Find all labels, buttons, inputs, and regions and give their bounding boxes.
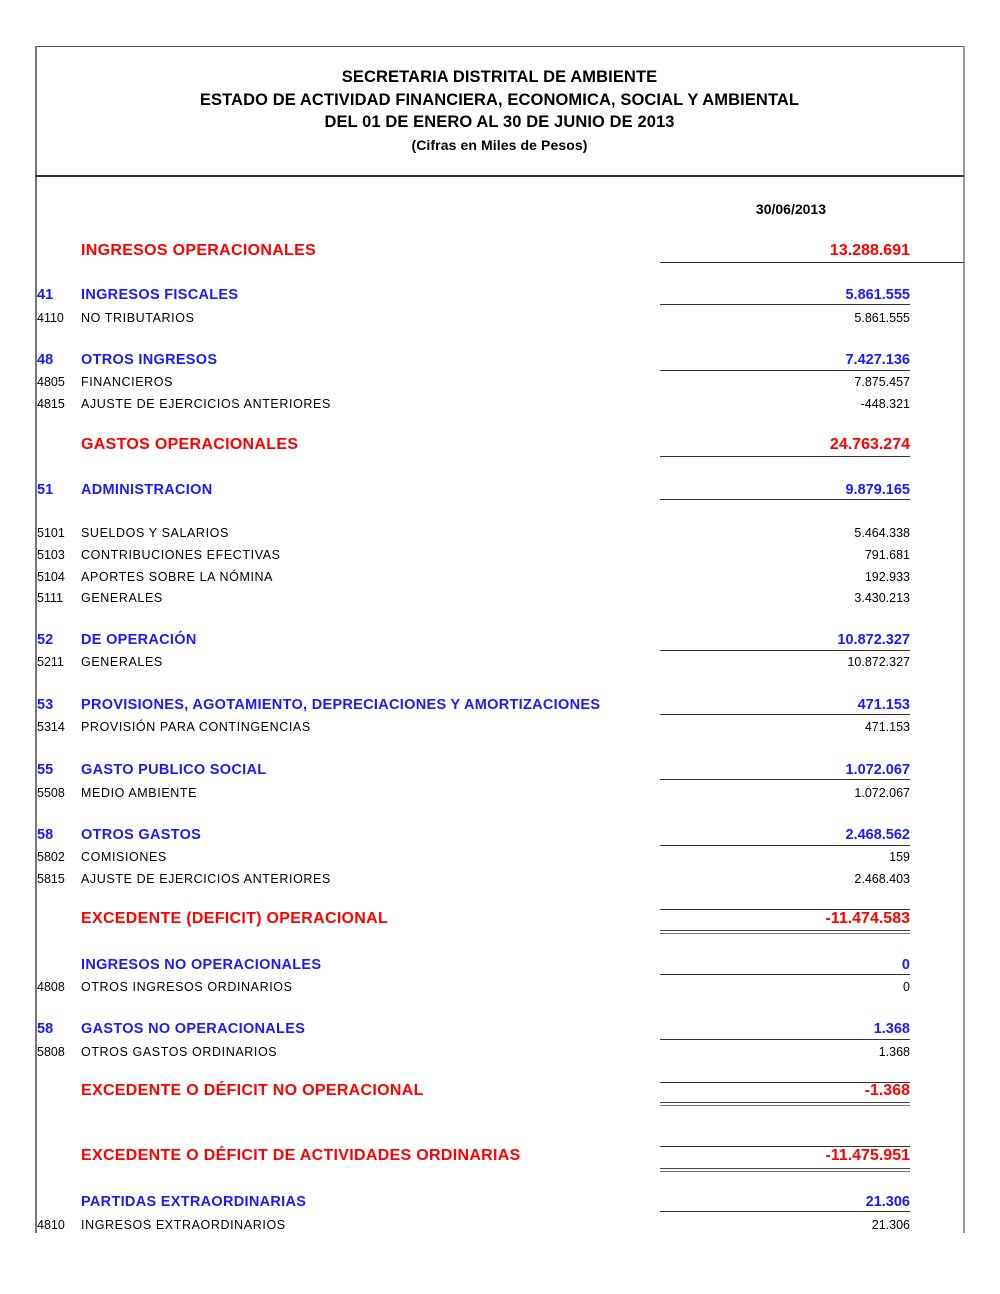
double-underline <box>660 930 910 934</box>
row-code: 4805 <box>37 375 65 389</box>
row-value: -448.321 <box>860 397 910 411</box>
row-label: EXCEDENTE O DÉFICIT NO OPERACIONAL <box>81 1082 424 1099</box>
row-code: 58 <box>37 827 54 843</box>
row-4808 <box>37 977 910 997</box>
row-4810 <box>37 1215 910 1235</box>
underline <box>660 499 910 500</box>
row-label: OTROS GASTOS ORDINARIOS <box>81 1045 278 1059</box>
row-code: 4815 <box>37 397 65 411</box>
row-label: FINANCIEROS <box>81 375 174 389</box>
header-divider <box>35 175 964 177</box>
row-label: INGRESOS NO OPERACIONALES <box>81 957 322 973</box>
row-value: 21.306 <box>871 1218 910 1232</box>
underline <box>660 262 964 263</box>
row-53 <box>37 695 910 715</box>
underline <box>660 370 910 371</box>
underline <box>660 845 910 846</box>
row-label: GASTO PUBLICO SOCIAL <box>81 762 267 778</box>
row-label: GASTOS OPERACIONALES <box>81 436 299 453</box>
row-label: AJUSTE DE EJERCICIOS ANTERIORES <box>81 397 331 411</box>
frame-right-border <box>963 46 965 1233</box>
row-value: 1.368 <box>878 1045 910 1059</box>
row-4815 <box>37 394 910 414</box>
row-label: OTROS INGRESOS <box>81 352 218 368</box>
row-label: ADMINISTRACION <box>81 482 213 498</box>
report-period: DEL 01 DE ENERO AL 30 DE JUNIO DE 2013 <box>324 113 675 131</box>
row-code: 5802 <box>37 850 65 864</box>
row-58-gastos-no-operacionales <box>37 1019 910 1039</box>
row-code: 5111 <box>37 591 63 605</box>
row-5508 <box>37 783 910 803</box>
row-value: 1.368 <box>873 1021 910 1037</box>
row-code: 41 <box>37 287 54 303</box>
row-4110 <box>37 308 910 328</box>
row-value: 24.763.274 <box>829 436 910 453</box>
row-value: 791.681 <box>864 548 910 562</box>
row-label: INGRESOS OPERACIONALES <box>81 242 317 259</box>
column-date-header: 30/06/2013 <box>755 201 826 217</box>
row-label: INGRESOS EXTRAORDINARIOS <box>81 1218 286 1232</box>
row-code: 5508 <box>37 786 65 800</box>
row-label: APORTES SOBRE LA NÓMINA <box>81 570 274 584</box>
row-value: 13.288.691 <box>829 242 910 259</box>
row-5802 <box>37 847 910 867</box>
row-value: 5.464.338 <box>854 526 910 540</box>
row-5808 <box>37 1042 910 1062</box>
row-value: 5.861.555 <box>845 287 910 303</box>
row-label: PARTIDAS EXTRAORDINARIAS <box>81 1194 307 1210</box>
row-5815 <box>37 869 910 889</box>
row-label: GASTOS NO OPERACIONALES <box>81 1021 306 1037</box>
row-value: -1.368 <box>864 1082 910 1099</box>
row-value: 1.072.067 <box>854 786 910 800</box>
row-label: OTROS INGRESOS ORDINARIOS <box>81 980 293 994</box>
row-label: GENERALES <box>81 655 163 669</box>
row-code: 4810 <box>37 1218 65 1232</box>
row-58 <box>37 825 910 845</box>
row-code: 5808 <box>37 1045 65 1059</box>
row-code: 52 <box>37 632 54 648</box>
underline <box>660 456 910 457</box>
row-value: 10.872.327 <box>847 655 910 669</box>
row-label: PROVISIÓN PARA CONTINGENCIAS <box>81 720 311 734</box>
row-48 <box>37 350 910 370</box>
row-label: AJUSTE DE EJERCICIOS ANTERIORES <box>81 872 331 886</box>
row-ingresos-no-operacionales <box>37 955 910 975</box>
row-value: 21.306 <box>865 1194 910 1210</box>
underline <box>660 650 910 651</box>
row-value: 192.933 <box>864 570 910 584</box>
row-code: 5211 <box>37 655 64 669</box>
row-4805 <box>37 372 910 392</box>
row-51 <box>37 480 910 500</box>
row-code: 4110 <box>37 311 64 325</box>
row-value: 0 <box>901 957 910 973</box>
entity-name: SECRETARIA DISTRITAL DE AMBIENTE <box>341 68 658 86</box>
row-code: 55 <box>37 762 54 778</box>
row-label: OTROS GASTOS <box>81 827 202 843</box>
row-5103 <box>37 545 910 565</box>
row-5104 <box>37 567 910 587</box>
frame-top-border <box>35 46 964 47</box>
row-code: 5815 <box>37 872 65 886</box>
underline <box>660 714 910 715</box>
row-code: 4808 <box>37 980 65 994</box>
row-partidas-extraordinarias <box>37 1192 910 1212</box>
row-value: 3.430.213 <box>854 591 910 605</box>
row-value: 5.861.555 <box>854 311 910 325</box>
row-value: 471.153 <box>864 720 910 734</box>
row-ingresos-operacionales <box>37 241 910 261</box>
row-5111 <box>37 588 910 608</box>
row-code: 5314 <box>37 720 65 734</box>
report-title: ESTADO DE ACTIVIDAD FINANCIERA, ECONOMICA, SOCIAL Y AMBIENTAL <box>199 91 800 109</box>
row-excedente-actividades-ordinarias <box>37 1146 910 1166</box>
double-underline <box>660 1102 910 1106</box>
row-code: 5103 <box>37 548 65 562</box>
row-label: INGRESOS FISCALES <box>81 287 239 303</box>
row-code: 5101 <box>37 526 65 540</box>
row-label: DE OPERACIÓN <box>81 632 197 648</box>
row-value: 10.872.327 <box>837 632 910 648</box>
row-5211 <box>37 652 910 672</box>
row-label: SUELDOS Y SALARIOS <box>81 526 229 540</box>
row-value: -11.474.583 <box>825 910 910 927</box>
row-5314 <box>37 717 910 737</box>
row-label: PROVISIONES, AGOTAMIENTO, DEPRECIACIONES Y AMORTIZACIONES <box>81 697 601 713</box>
row-label: MEDIO AMBIENTE <box>81 786 198 800</box>
report-units: (Cifras en Miles de Pesos) <box>411 137 588 153</box>
row-code: 53 <box>37 697 54 713</box>
row-label: COMISIONES <box>81 850 167 864</box>
row-label: EXCEDENTE O DÉFICIT DE ACTIVIDADES ORDINARIAS <box>81 1147 521 1164</box>
row-5101 <box>37 523 910 543</box>
row-code: 5104 <box>37 570 65 584</box>
row-52 <box>37 630 910 650</box>
row-value: 7.875.457 <box>854 375 910 389</box>
row-value: 9.879.165 <box>845 482 910 498</box>
row-code: 48 <box>37 352 54 368</box>
row-label: EXCEDENTE (DEFICIT) OPERACIONAL <box>81 910 389 927</box>
row-value: 2.468.403 <box>854 872 910 886</box>
row-value: 2.468.562 <box>845 827 910 843</box>
row-label: GENERALES <box>81 591 163 605</box>
row-value: 1.072.067 <box>845 762 910 778</box>
row-value: -11.475.951 <box>825 1147 910 1164</box>
underline <box>660 779 910 780</box>
double-underline <box>660 1168 910 1172</box>
row-value: 0 <box>903 980 910 994</box>
row-55 <box>37 760 910 780</box>
underline <box>660 304 910 305</box>
underline <box>660 1039 910 1040</box>
row-label: NO TRIBUTARIOS <box>81 311 195 325</box>
row-code: 58 <box>37 1021 54 1037</box>
row-gastos-operacionales <box>37 435 910 455</box>
row-excedente-operacional <box>37 909 910 929</box>
row-excedente-no-operacional <box>37 1081 910 1101</box>
row-code: 51 <box>37 482 54 498</box>
row-value: 7.427.136 <box>845 352 910 368</box>
underline <box>660 1211 910 1212</box>
row-value: 471.153 <box>857 697 910 713</box>
row-value: 159 <box>889 850 910 864</box>
row-41 <box>37 285 910 305</box>
underline <box>660 974 910 975</box>
row-label: CONTRIBUCIONES EFECTIVAS <box>81 548 281 562</box>
